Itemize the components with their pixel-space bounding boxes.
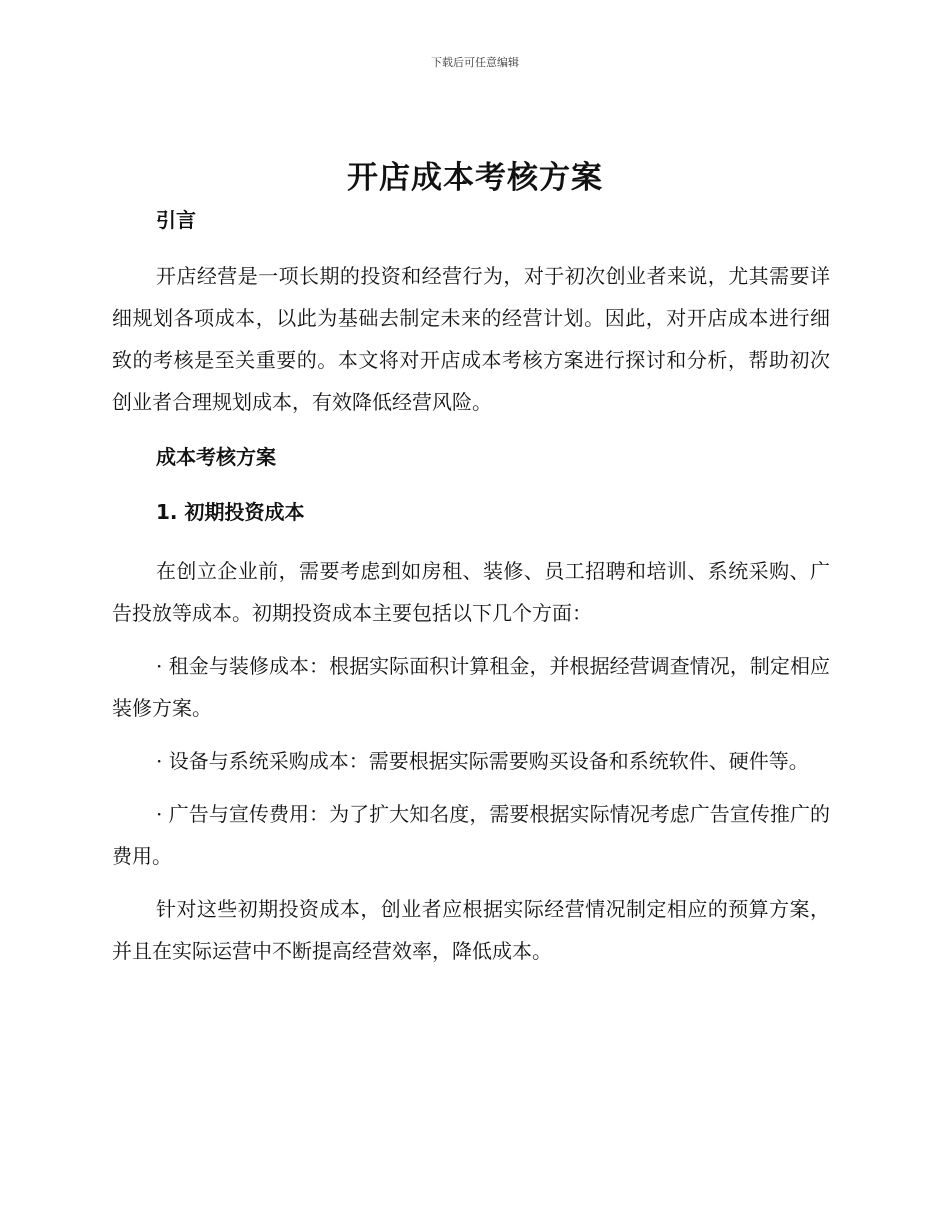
- bullet-rent-renovation: · 租金与装修成本：根据实际面积计算租金，并根据经营调查情况，制定相应装修方案。: [112, 654, 830, 720]
- plan-heading: 成本考核方案: [156, 445, 276, 469]
- initial-investment-paragraph: 在创立企业前，需要考虑到如房租、装修、员工招聘和培训、系统采购、广告投放等成本。初期投资成本主要包括以下几个方面：: [112, 559, 830, 625]
- header-note: 下载后可任意编辑: [431, 56, 519, 69]
- intro-heading: 引言: [156, 208, 196, 232]
- document-title: 开店成本考核方案: [347, 160, 603, 196]
- intro-paragraph: 开店经营是一项长期的投资和经营行为，对于初次创业者来说，尤其需要详细规划各项成本，以此为基础去制定未来的经营计划。因此，对开店成本进行细致的考核是至关重要的。本文将对开店成本考核方案进行探讨和分析，帮助初次创业者合理规划成本，有效降低经营风险。: [112, 264, 830, 414]
- bullet-advertising: · 广告与宣传费用：为了扩大知名度，需要根据实际情况考虑广告宣传推广的费用。: [112, 802, 830, 868]
- bullet-equipment-systems: · 设备与系统采购成本：需要根据实际需要购买设备和系统软件、硬件等。: [156, 749, 809, 773]
- document-body: [112, 204, 830, 972]
- closing-paragraph: 针对这些初期投资成本，创业者应根据实际经营情况制定相应的预算方案，并且在实际运营中不断提高经营效率，降低成本。: [112, 897, 830, 963]
- sub-heading-initial-investment: 1. 初期投资成本: [156, 500, 305, 524]
